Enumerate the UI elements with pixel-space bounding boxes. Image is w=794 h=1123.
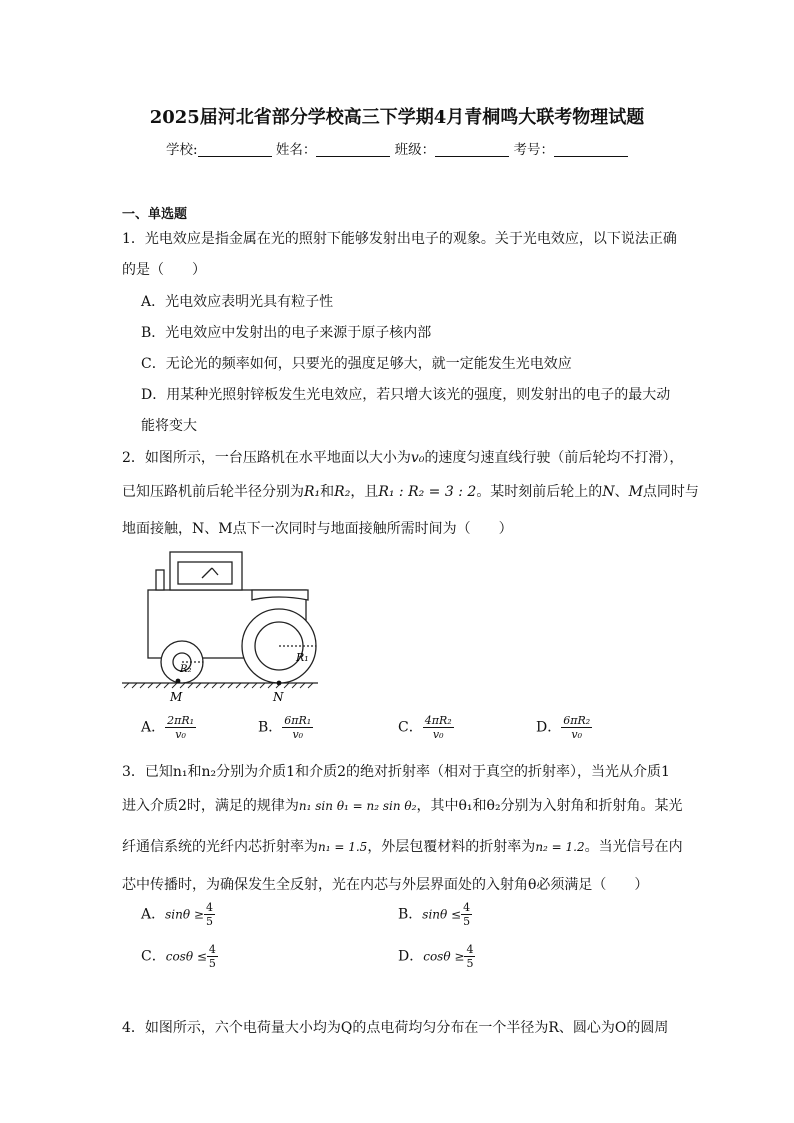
q1-option-d[interactable]: D．用某种光照射锌板发生光电效应，若只增大该光的强度，则发射出的电子的最大动 [141, 387, 671, 403]
label-r1: R₁ [296, 651, 309, 664]
exhaust-pipe [156, 570, 164, 590]
q2-option-b[interactable]: B． $\frac{\text{6πR₁}}{\text{v₀}}$ [258, 714, 312, 741]
class-blank[interactable] [435, 142, 509, 157]
exam-no-label: 考号： [513, 142, 554, 158]
q2-option-d-fraction: $\frac{\text{6πR₂}}{\text{v₀}}$ [563, 714, 591, 741]
q3-stem-line4: 芯中传播时，为确保发生全反射，光在内芯与外层界面处的入射角θ必须满足（ ） [122, 877, 649, 893]
q1-option-b[interactable]: B．光电效应中发射出的电子来源于原子核内部 [141, 325, 432, 341]
q1-stem-line2: 的是（ ） [122, 262, 206, 278]
q2-option-a-fraction: $\frac{\text{2πR₁}}{\text{v₀}}$ [167, 714, 195, 741]
q2-option-b-fraction: $\frac{\text{6πR₁}}{\text{v₀}}$ [284, 714, 312, 741]
q3-stem-line2: 进入介质2时，满足的规律为n₁ sin θ₁ = n₂ sin θ₂，其中θ₁和θ₂分别为入射角和折射角。某光 [122, 798, 683, 814]
point-m-marker [176, 679, 181, 684]
q2-stem-line2: 已知压路机前后轮半径分别为R₁和R₂，且R₁ : R₂ = 3 : 2。某时刻前后轮上的N、M点同时与 [122, 484, 699, 500]
q2-ratio: R₁ : R₂ = 3 : 2 [378, 484, 477, 500]
q2-stem-line1: 2．如图所示，一台压路机在水平地面以大小为v₀的速度匀速直线行驶（前后轮均不打滑）， [122, 450, 684, 466]
label-n: N [273, 690, 284, 704]
q4-stem-line1: 4．如图所示，六个电荷量大小均为Q的点电荷均匀分布在一个半径为R、圆心为O的圆周 [122, 1020, 669, 1036]
student-info-line [0, 138, 794, 158]
q1-option-a[interactable]: A．光电效应表明光具有粒子性 [141, 294, 334, 310]
name-blank[interactable] [316, 142, 390, 157]
q1-option-d-line2: 能将变大 [141, 418, 197, 434]
q2-v0: v₀ [410, 450, 425, 466]
school-blank[interactable] [198, 142, 272, 157]
q2-option-d[interactable]: D． $\frac{\text{6πR₂}}{\text{v₀}}$ [536, 714, 591, 741]
school-label: 学校: [166, 142, 198, 158]
q3-option-b[interactable]: B．sinθ ≤ $\frac{4}{5}$ [398, 901, 471, 928]
class-label: 班级： [394, 142, 436, 158]
q1-stem-line1: 1．光电效应是指金属在光的照射下能够发射出电子的观象。关于光电效应，以下说法正确 [122, 231, 677, 247]
q2-option-c[interactable]: C． $\frac{\text{4πR₂}}{\text{v₀}}$ [398, 714, 452, 741]
q3-option-c[interactable]: C．cosθ ≤ $\frac{4}{5}$ [141, 943, 216, 970]
label-r2: R₂ [180, 664, 192, 675]
page-title: 2025届河北省部分学校高三下学期4月青桐鸣大联考物理试题 [149, 107, 645, 128]
q2-option-a[interactable]: A． $\frac{\text{2πR₁}}{\text{v₀}}$ [141, 714, 195, 741]
road-roller-figure [118, 548, 318, 708]
q1-option-c[interactable]: C．无论光的频率如何，只要光的强度足够大，就一定能发生光电效应 [141, 356, 572, 372]
cab-window [178, 562, 232, 584]
q3-option-d[interactable]: D．cosθ ≥ $\frac{4}{5}$ [398, 943, 474, 970]
name-label: 姓名： [275, 142, 317, 158]
point-n-marker [277, 681, 282, 686]
label-m: M [170, 690, 183, 704]
q3-option-a[interactable]: A．sinθ ≥ $\frac{4}{5}$ [141, 901, 213, 928]
ground-hatching [124, 683, 313, 688]
q2-option-c-fraction: $\frac{\text{4πR₂}}{\text{v₀}}$ [424, 714, 452, 741]
q2-stem-line3: 地面接触，N、M点下一次同时与地面接触所需时间为（ ） [122, 521, 513, 537]
q3-stem-line3: 纤通信系统的光纤内芯折射率为n₁ = 1.5，外层包覆材料的折射率为n₂ = 1.2。当光信号在内 [122, 839, 683, 855]
exam-no-blank[interactable] [554, 142, 628, 157]
section-heading: 一、单选题 [122, 207, 188, 222]
q3-refraction-law: n₁ sin θ₁ = n₂ sin θ₂ [298, 799, 417, 813]
q3-stem-line1: 3．已知n₁和n₂分别为介质1和介质2的绝对折射率（相对于真空的折射率），当光从介质1 [122, 764, 670, 780]
